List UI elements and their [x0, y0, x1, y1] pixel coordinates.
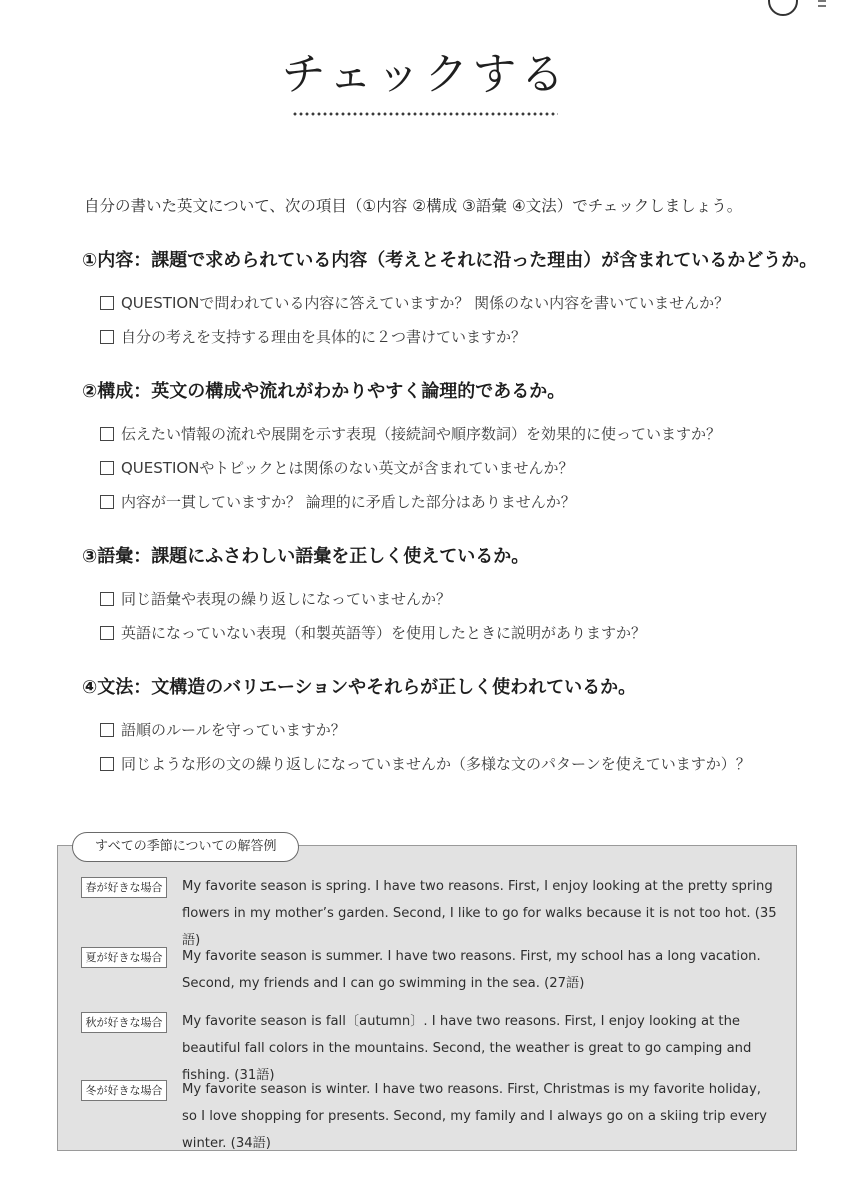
title-dotted-underline [292, 112, 558, 116]
checklist-item-text: 伝えたい情報の流れや展開を示す表現（接続詞や順序数詞）を効果的に使っていますか？ [121, 425, 722, 443]
checklist-item [100, 451, 721, 485]
checkbox[interactable] [100, 626, 114, 640]
checklist-item [100, 286, 817, 320]
example-label: 冬が好きな場合 [81, 1080, 167, 1101]
checklist-item [100, 747, 751, 781]
section-heading: ①内容：課題で求められている内容（考えとそれに沿った理由）が含まれているかどうか。 [82, 250, 818, 271]
checklist-item [100, 713, 751, 747]
checklist-item-text: 自分の考えを支持する理由を具体的に２つ書けていますか？ [121, 328, 527, 346]
checklist-item-text: QUESTIONで問われている内容に答えていますか？ 関係のない内容を書いていませんか？ [121, 294, 730, 312]
checklist [82, 713, 751, 781]
section-heading: ④文法：文構造のバリエーションやそれらが正しく使われているか。 [82, 677, 637, 698]
example-text: My favorite season is winter. I have two reasons. First, Christmas is my favorite holiday, so I love shopping for presents. Second, my family and I always go on a skiing trip every winter. (34語) [182, 1082, 767, 1151]
checkbox[interactable] [100, 296, 114, 310]
checkbox[interactable] [100, 495, 114, 509]
checklist [82, 417, 721, 519]
example-text: My favorite season is fall〔autumn〕. I have two reasons. First, I enjoy looking at the beautiful fall colors in the mountains. Second, the weather is great to go camping and fishing. (31語) [182, 1014, 752, 1083]
checklist-item [100, 320, 817, 354]
checklist [82, 582, 646, 650]
checklist-item [100, 417, 721, 451]
checklist-item [100, 485, 721, 519]
checklist-item [100, 616, 646, 650]
section-structure [82, 377, 721, 519]
checkbox[interactable] [100, 330, 114, 344]
intro-text: 自分の書いた英文について、次の項目（①内容 ②構成 ③語彙 ④文法）でチェックしましょう。 [84, 197, 743, 215]
checklist-item-text: 語順のルールを守っていますか？ [121, 721, 346, 739]
checklist [82, 286, 817, 354]
checkbox[interactable] [100, 592, 114, 606]
checklist-item [100, 582, 646, 616]
section-content [82, 246, 817, 354]
section-grammar [82, 673, 751, 781]
answer-examples-tab: すべての季節についての解答例 [72, 832, 299, 862]
checklist-item-text: 英語になっていない表現（和製英語等）を使用したときに説明がありますか？ [121, 624, 647, 642]
example-label: 夏が好きな場合 [81, 947, 167, 968]
checklist-item-text: 同じ語彙や表現の繰り返しになっていませんか？ [121, 590, 452, 608]
section-vocabulary [82, 542, 646, 650]
checkbox[interactable] [100, 757, 114, 771]
example-text: My favorite season is spring. I have two reasons. First, I enjoy looking at the pretty spring flowers in my mother’s garden. Second, I like to go for walks because it is not too hot. (35語) [182, 879, 777, 948]
example-text: My favorite season is summer. I have two reasons. First, my school has a long vacation. Second, my friends and I can go swimming in the sea. (27語) [182, 949, 761, 991]
section-heading: ③語彙：課題にふさわしい語彙を正しく使えているか。 [82, 546, 530, 567]
checklist-item-text: QUESTIONやトピックとは関係のない英文が含まれていませんか？ [121, 459, 574, 477]
checklist-item-text: 内容が一貫していますか？ 論理的に矛盾した部分はありませんか？ [121, 493, 576, 511]
section-heading: ②構成：英文の構成や流れがわかりやすく論理的であるか。 [82, 381, 566, 402]
checkbox[interactable] [100, 461, 114, 475]
checkbox[interactable] [100, 723, 114, 737]
example-label: 秋が好きな場合 [81, 1012, 167, 1033]
checklist-item-text: 同じような形の文の繰り返しになっていませんか（多様な文のパターンを使えていますか）？ [121, 755, 751, 773]
page-title: チェックする [281, 49, 569, 100]
page-corner-mark [818, 0, 826, 7]
checkbox[interactable] [100, 427, 114, 441]
example-label: 春が好きな場合 [81, 877, 167, 898]
page-number-circle [768, 0, 798, 16]
